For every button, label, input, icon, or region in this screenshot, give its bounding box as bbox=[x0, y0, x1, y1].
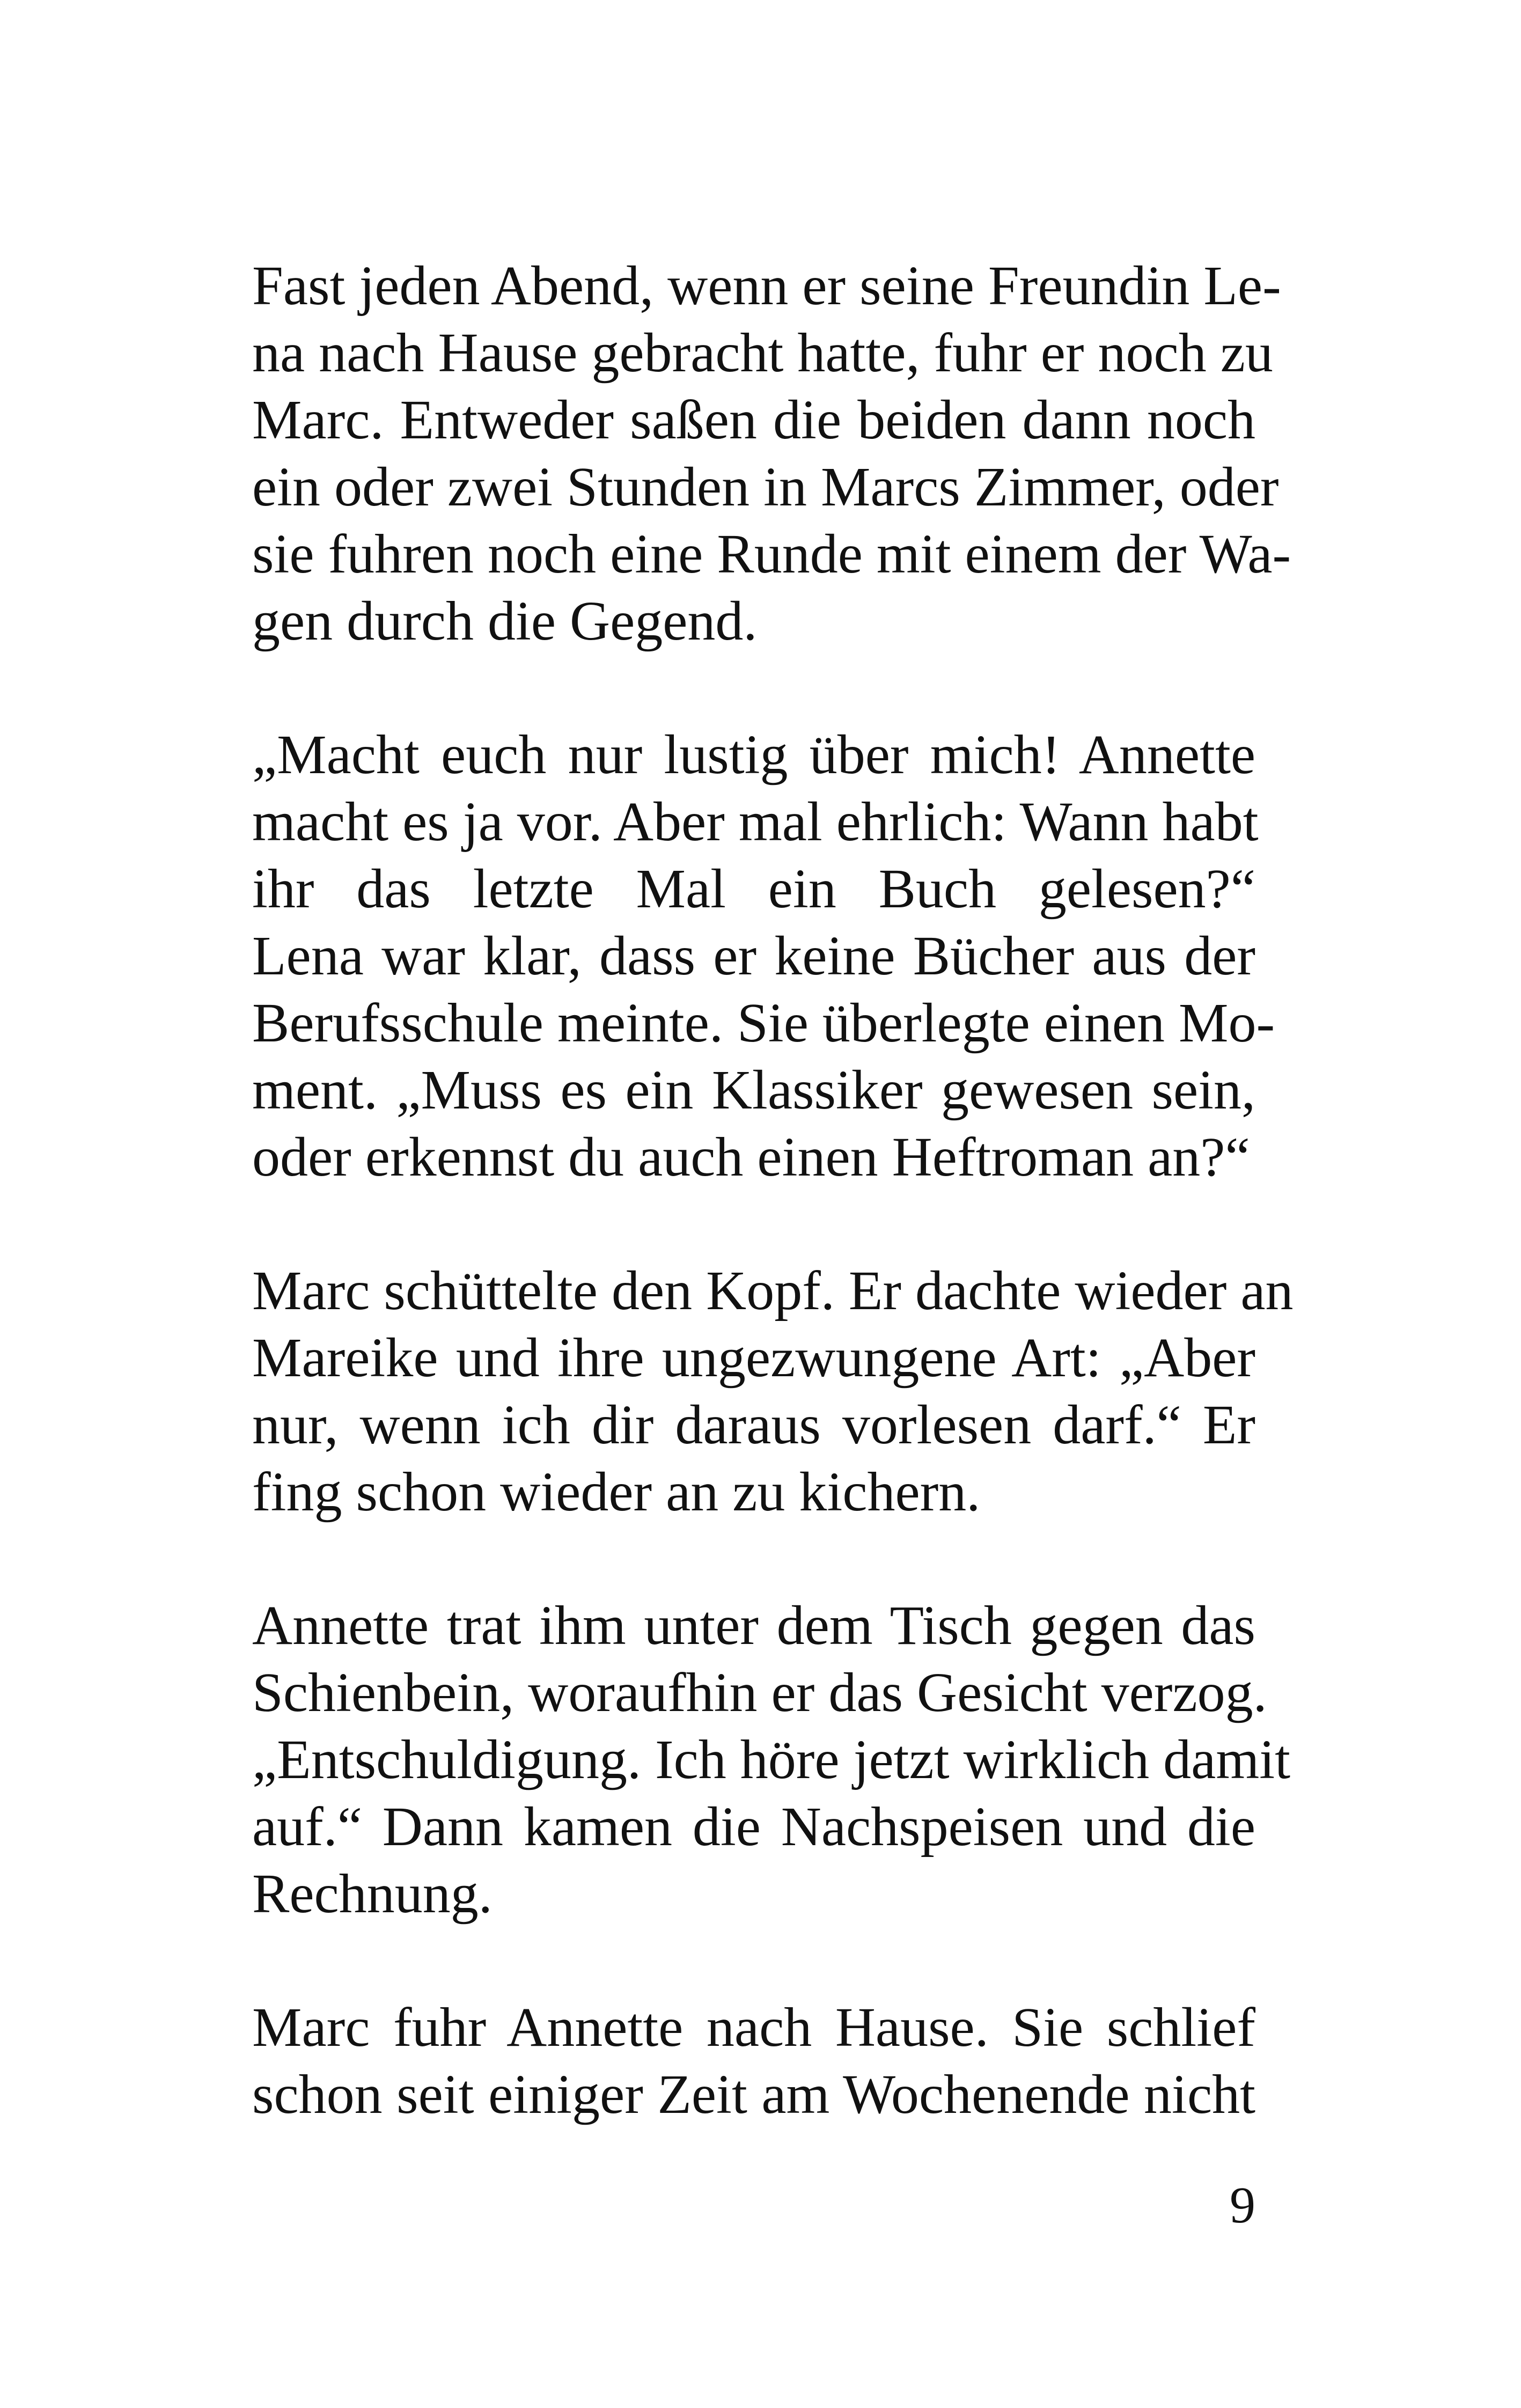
paragraph-4 bbox=[252, 1592, 1291, 1927]
text-line: Berufsschule meinte. Sie überlegte einen Mo- bbox=[252, 992, 1275, 1054]
paragraph-3 bbox=[252, 1257, 1294, 1525]
text-line: schon seit einiger Zeit am Wochenende nicht bbox=[252, 2064, 1255, 2125]
text-line: „Entschuldigung. Ich höre jetzt wirklich damit bbox=[252, 1729, 1291, 1790]
text-line: ein oder zwei Stunden in Marcs Zimmer, oder bbox=[252, 456, 1279, 518]
paragraph-1 bbox=[252, 252, 1291, 655]
text-line: Marc schüttelte den Kopf. Er dachte wieder an bbox=[252, 1260, 1294, 1322]
text-line: Fast jeden Abend, wenn er seine Freundin Le- bbox=[252, 255, 1281, 317]
text-line: Rechnung. bbox=[252, 1863, 493, 1925]
page-number: 9 bbox=[1230, 2176, 1255, 2234]
text-line: fing schon wieder an zu kichern. bbox=[252, 1461, 981, 1523]
text-line: Lena war klar, dass er keine Bücher aus der bbox=[252, 925, 1255, 987]
text-line: Marc. Entweder saßen die beiden dann noch bbox=[252, 389, 1255, 451]
text-line: na nach Hause gebracht hatte, fuhr er noch zu bbox=[252, 322, 1273, 384]
text-line: Marc fuhr Annette nach Hause. Sie schlief bbox=[252, 1996, 1255, 2058]
text-line: gen durch die Gegend. bbox=[252, 590, 758, 652]
text-line: nur, wenn ich dir daraus vorlesen darf.“ Er bbox=[252, 1394, 1255, 1456]
text-line: ihr das letzte Mal ein Buch gelesen?“ bbox=[252, 858, 1255, 920]
text-line: sie fuhren noch eine Runde mit einem der Wa- bbox=[252, 523, 1291, 585]
text-line: macht es ja vor. Aber mal ehrlich: Wann habt bbox=[252, 791, 1259, 853]
text-line: auf.“ Dann kamen die Nachspeisen und die bbox=[252, 1796, 1255, 1858]
text-line: Mareike und ihre ungezwungene Art: „Aber bbox=[252, 1327, 1255, 1389]
book-page-text bbox=[252, 252, 1294, 2194]
text-line: Annette trat ihm unter dem Tisch gegen das bbox=[252, 1595, 1255, 1656]
paragraph-5 bbox=[252, 1994, 1255, 2128]
text-line: oder erkennst du auch einen Heftroman an?“ bbox=[252, 1126, 1250, 1188]
text-line: „Macht euch nur lustig über mich! Annette bbox=[252, 724, 1255, 785]
text-line: Schienbein, woraufhin er das Gesicht verzog. bbox=[252, 1662, 1267, 1723]
text-line: ment. „Muss es ein Klassiker gewesen sein, bbox=[252, 1059, 1255, 1121]
paragraph-2 bbox=[252, 721, 1275, 1191]
